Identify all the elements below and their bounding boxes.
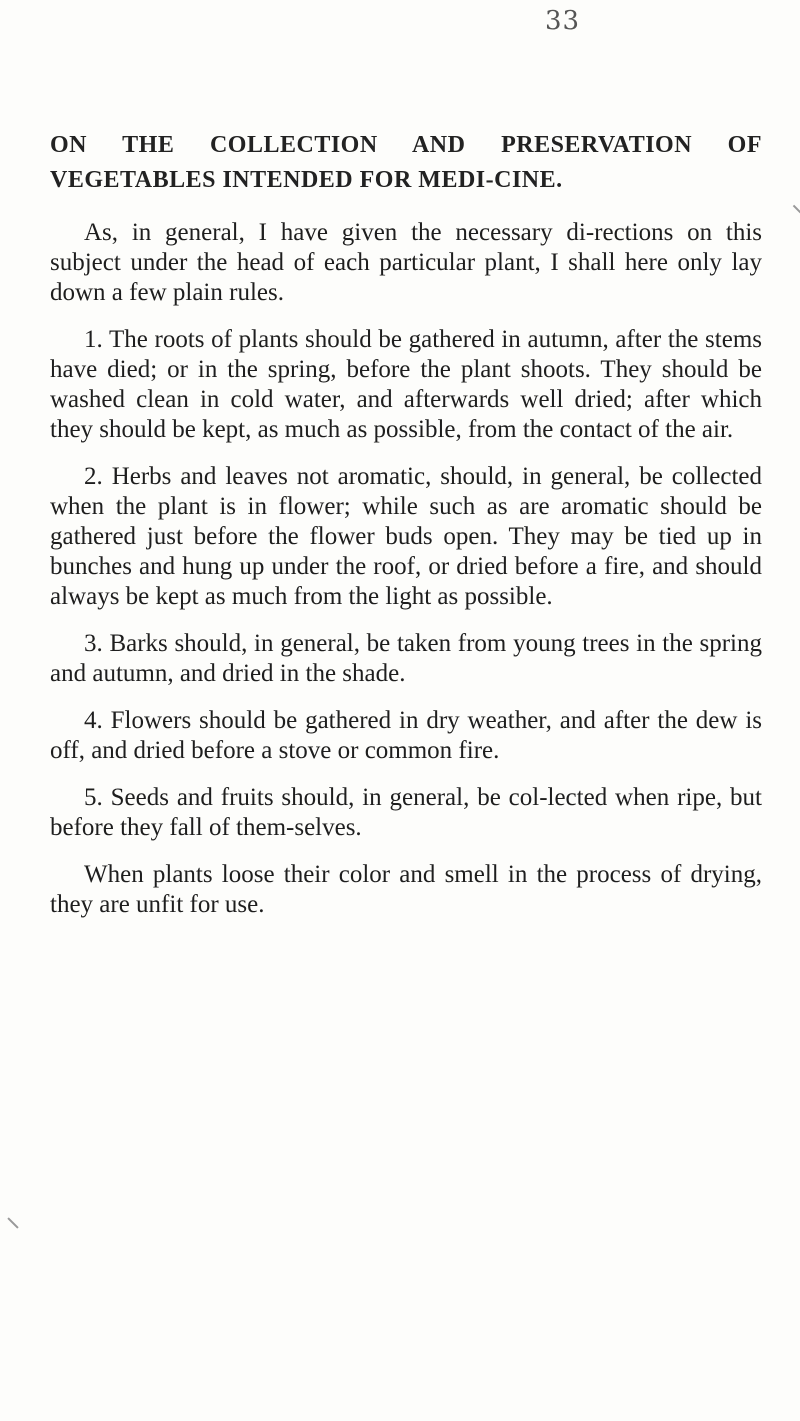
paragraph-text: Herbs and leaves not aromatic, should, in general, be collected when the plant is in flower; while such as are aromatic should be gathered just before the flower buds open. They may be tied up in bunches and hung up under the roof, or dried before a fire, and should always be kept as much from the light as possible. (50, 463, 762, 610)
paragraph-text: As, in general, I have given the necessary di-rections on this subject under the head of each particular plant, I shall here only lay down a few plain rules. (50, 219, 762, 306)
paragraph-text: Seeds and fruits should, in general, be col-lected when ripe, but before they fall of them-selves. (50, 784, 763, 841)
paragraph-text: Flowers should be gathered in dry weather, and after the dew is off, and dried before a stove or common fire. (50, 707, 762, 764)
rule-paragraph-4 (50, 706, 762, 766)
paragraph-text: The roots of plants should be gathered in autumn, after the stems have died; or in the spring, before the plant shoots. They should be washed clean in cold water, and afterwards well dried; after which they should be kept, as much as possible, from the contact of the air. (50, 326, 762, 443)
rule-paragraph-2 (50, 462, 762, 612)
intro-paragraph (50, 218, 762, 308)
margin-mark-bottom (7, 1217, 18, 1228)
rule-number: 3. (84, 630, 103, 657)
chapter-heading: ON THE COLLECTION AND PRESERVATION OF VEGETABLES INTENDED FOR MEDI-CINE. (50, 132, 762, 193)
rule-number: 1. (84, 326, 103, 353)
rule-number: 5. (84, 784, 103, 811)
rule-paragraph-5 (50, 783, 762, 843)
closing-paragraph (50, 860, 762, 920)
rule-paragraph-1 (50, 325, 762, 445)
paragraph-text: Barks should, in general, be taken from young trees in the spring and autumn, and dried in the shade. (50, 630, 762, 687)
page-content (50, 128, 762, 937)
paragraph-text: When plants loose their color and smell in the process of drying, they are unfit for use. (50, 861, 762, 918)
margin-mark-top (793, 205, 800, 213)
rule-paragraph-3 (50, 629, 762, 689)
page-number: 33 (545, 6, 581, 36)
rule-number: 4. (84, 707, 103, 734)
rule-number: 2. (84, 463, 103, 490)
